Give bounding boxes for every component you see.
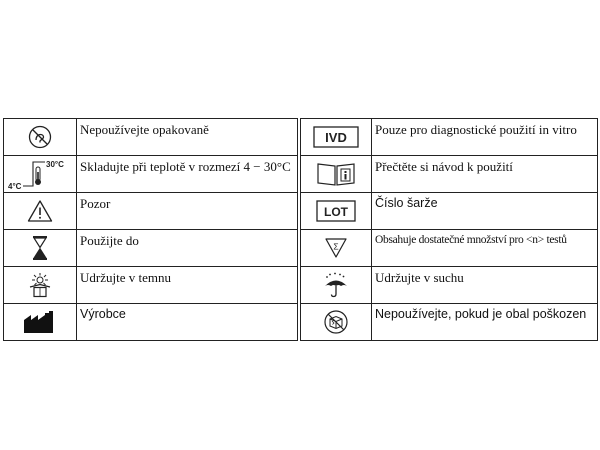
symbol-cell bbox=[4, 267, 77, 304]
temperature-low-label: 4°C bbox=[8, 182, 22, 190]
temperature-high-label: 30°C bbox=[46, 160, 64, 169]
symbol-description: Nepoužívejte, pokud je obal poškozen bbox=[372, 304, 598, 341]
legend-row bbox=[4, 304, 598, 341]
ivd-icon bbox=[313, 126, 359, 148]
legend-row bbox=[4, 119, 598, 156]
lot-icon-label: LOT bbox=[324, 205, 348, 219]
legend-row bbox=[4, 230, 598, 267]
symbol-cell bbox=[4, 230, 77, 267]
symbol-description: Přečtěte si návod k použití bbox=[372, 156, 598, 193]
symbol-cell bbox=[4, 304, 77, 341]
do-not-reuse-icon bbox=[28, 125, 52, 149]
use-by-icon bbox=[30, 235, 50, 261]
symbol-description: Pozor bbox=[77, 193, 298, 230]
symbol-description: Udržujte v temnu bbox=[77, 267, 298, 304]
caution-icon bbox=[27, 199, 53, 223]
keep-away-from-sunlight-icon bbox=[27, 272, 53, 298]
symbol-cell bbox=[301, 267, 372, 304]
sigma-label: Σ bbox=[333, 241, 339, 252]
ivd-icon-label: IVD bbox=[325, 130, 347, 145]
symbol-description: Pouze pro diagnostické použití in vitro bbox=[372, 119, 598, 156]
symbol-cell bbox=[4, 193, 77, 230]
symbol-legend-table bbox=[3, 118, 598, 341]
symbol-cell bbox=[301, 193, 372, 230]
lot-icon bbox=[316, 200, 356, 222]
symbol-description: Nepoužívejte opakovaně bbox=[77, 119, 298, 156]
symbol-description: Udržujte v suchu bbox=[372, 267, 598, 304]
consult-instructions-icon bbox=[316, 161, 356, 187]
symbol-description: Výrobce bbox=[77, 304, 298, 341]
legend-row bbox=[4, 267, 598, 304]
symbol-cell bbox=[301, 156, 372, 193]
symbol-cell bbox=[4, 119, 77, 156]
symbol-cell bbox=[4, 156, 77, 193]
symbol-cell bbox=[301, 119, 372, 156]
keep-dry-icon bbox=[322, 272, 350, 298]
symbol-description: Použijte do bbox=[77, 230, 298, 267]
symbol-description: Skladujte při teplotě v rozmezí 4 − 30°C bbox=[77, 156, 298, 193]
temperature-limit-icon bbox=[7, 158, 73, 190]
symbol-description: Obsahuje dostatečné množství pro <n> testů bbox=[372, 230, 598, 267]
manufacturer-icon bbox=[22, 310, 58, 334]
do-not-use-if-damaged-icon bbox=[323, 309, 349, 335]
legend-row bbox=[4, 193, 598, 230]
symbol-description: Číslo šarže bbox=[372, 193, 598, 230]
legend-row bbox=[4, 156, 598, 193]
sufficient-tests-icon bbox=[324, 237, 348, 259]
symbol-cell bbox=[301, 304, 372, 341]
symbol-cell bbox=[301, 230, 372, 267]
